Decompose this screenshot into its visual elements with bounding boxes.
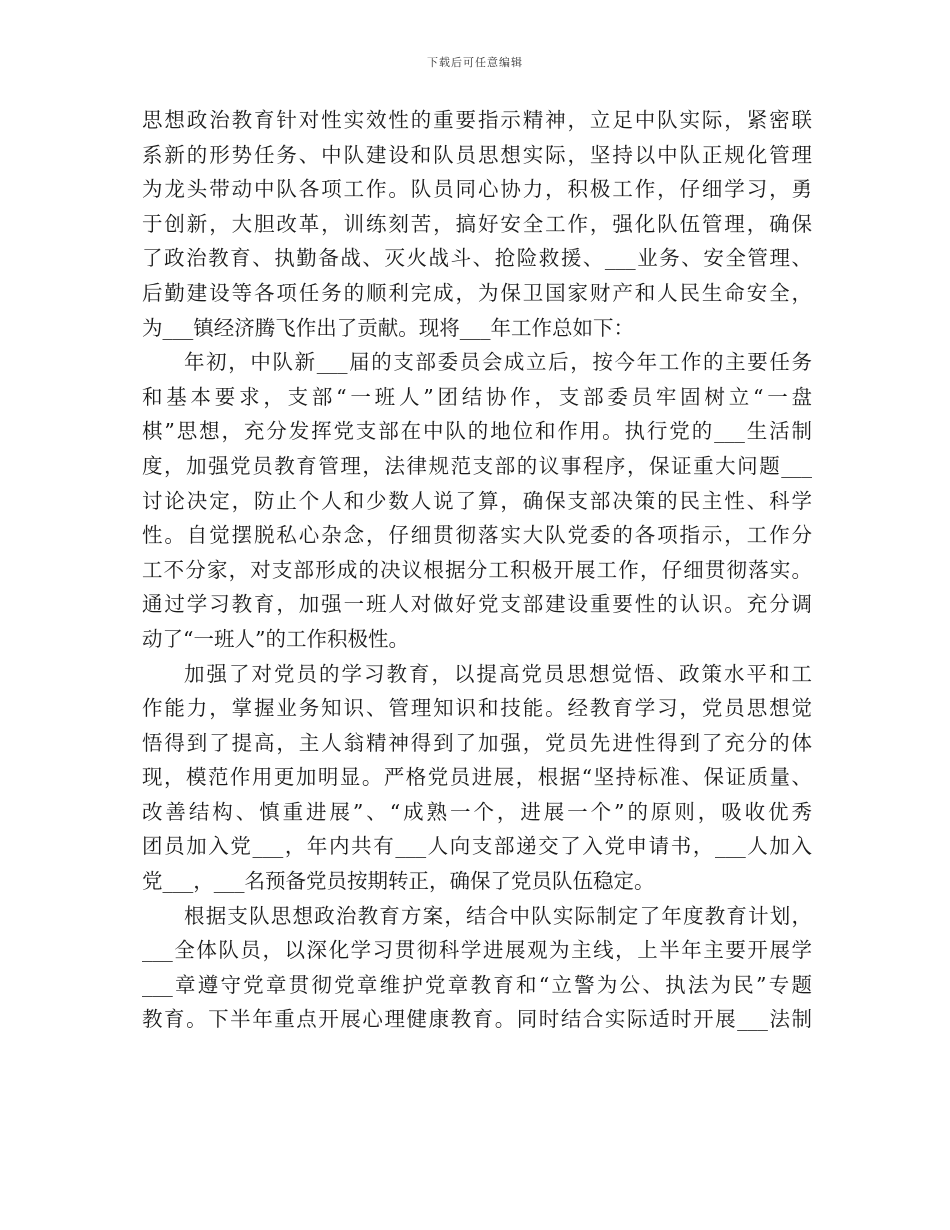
- text-line: 为龙头带动中队各项工作。队员同心协力，积极工作，仔细学习，勇: [142, 177, 812, 202]
- text-line: 于创新，大胆改革，训练刻苦，搞好安全工作，强化队伍管理，确保: [142, 211, 812, 236]
- text-line: 后勤建设等各项任务的顺利完成，为保卫国家财产和人民生命安全，: [142, 280, 812, 305]
- page-header: 下载后可任意编辑: [427, 56, 523, 69]
- document-body: [142, 103, 812, 1037]
- text-line: 教育。下半年重点开展心理健康教育。同时结合实际适时开展___法制: [142, 1007, 812, 1032]
- paragraph: [142, 657, 812, 899]
- text-line: 悟得到了提高，主人翁精神得到了加强，党员先进性得到了充分的体: [142, 730, 812, 755]
- text-line: 年初，中队新___届的支部委员会成立后，按今年工作的主要任务: [184, 350, 812, 375]
- text-line: 度，加强党员教育管理，法律规范支部的议事程序，保证重大问题___: [142, 453, 812, 478]
- text-line: 作能力，掌握业务知识、管理知识和技能。经教育学习，党员思想觉: [142, 696, 812, 721]
- text-line: 根据支队思想政治教育方案，结合中队实际制定了年度教育计划，: [184, 903, 812, 928]
- text-line: 和基本要求，支部“一班人”团结协作，支部委员牢固树立“一盘: [142, 384, 812, 409]
- text-line: 团员加入党___，年内共有___人向支部递交了入党申请书，___人加入: [142, 834, 812, 859]
- paragraph: [142, 345, 812, 656]
- text-line: 党___，___名预备党员按期转正，确保了党员队伍稳定。: [142, 869, 655, 894]
- text-line: 工不分家，对支部形成的决议根据分工积极开展工作，仔细贯彻落实。: [142, 557, 812, 582]
- text-line: 棋”思想，充分发挥党支部在中队的地位和作用。执行党的___生活制: [142, 419, 812, 444]
- paragraph: [142, 899, 812, 1037]
- text-line: 改善结构、慎重进展”、“成熟一个，进展一个”的原则，吸收优秀: [142, 799, 812, 824]
- text-line: 思想政治教育针对性实效性的重要指示精神，立足中队实际，紧密联: [142, 108, 812, 132]
- paragraph: [142, 103, 812, 345]
- text-line: 为___镇经济腾飞作出了贡献。现将___年工作总如下：: [142, 315, 634, 340]
- text-line: 现，模范作用更加明显。严格党员进展，根据“坚持标准、保证质量、: [142, 765, 812, 790]
- text-line: ___章遵守党章贯彻党章维护党章教育和“立警为公、执法为民”专题: [142, 972, 812, 997]
- text-line: 讨论决定，防止个人和少数人说了算，确保支部决策的民主性、科学: [142, 488, 812, 513]
- text-line: 动了“一班人”的工作积极性。: [142, 626, 409, 651]
- text-line: 通过学习教育，加强一班人对做好党支部建设重要性的认识。充分调: [142, 592, 812, 617]
- text-line: 加强了对党员的学习教育，以提高党员思想觉悟、政策水平和工: [184, 661, 812, 686]
- text-line: 了政治教育、执勤备战、灭火战斗、抢险救援、___业务、安全管理、: [142, 246, 812, 271]
- text-line: 系新的形势任务、中队建设和队员思想实际，坚持以中队正规化管理: [142, 142, 812, 167]
- text-line: ___全体队员，以深化学习贯彻科学进展观为主线，上半年主要开展学: [142, 938, 812, 963]
- text-line: 性。自觉摆脱私心杂念，仔细贯彻落实大队党委的各项指示，工作分: [142, 523, 812, 548]
